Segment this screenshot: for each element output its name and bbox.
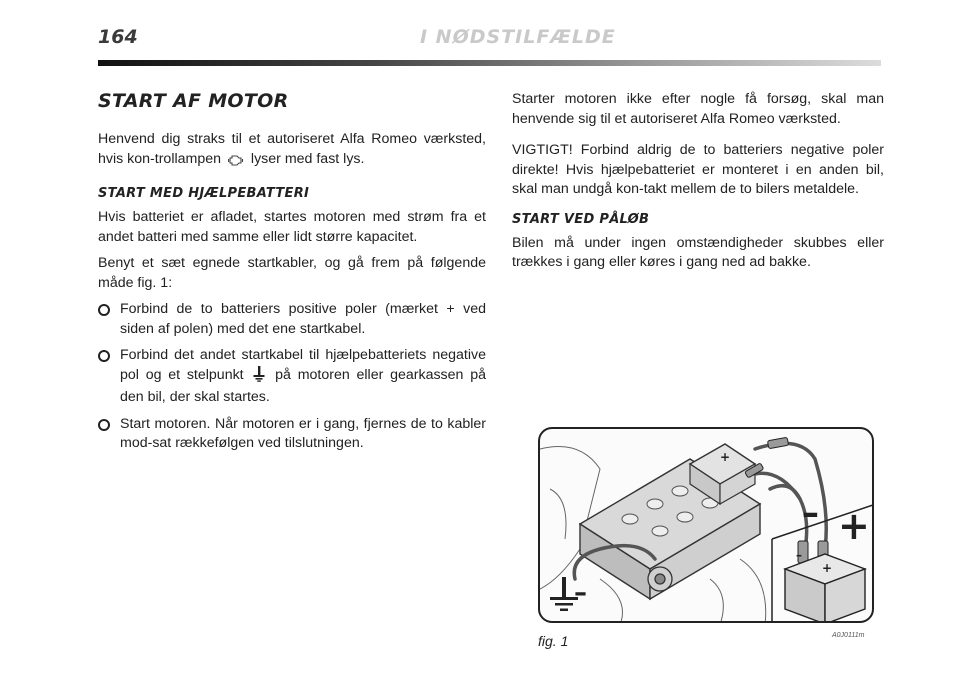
warning-paragraph: VIGTIGT! Forbind aldrig de to batteriers negative poler direkte! Hvis hjælpebatteriet er monteret i en anden bil, skal man undgå kon-takt mellem de to bilers metaldele. <box>512 142 884 197</box>
jump-start-drawing <box>540 429 874 623</box>
intro-paragraph <box>98 130 486 172</box>
bullet-ring-icon <box>98 304 110 316</box>
right-column <box>512 90 884 285</box>
label-ground-minus: – <box>574 578 587 608</box>
header-rule <box>98 60 881 66</box>
subheading-push-start: START VED PÅLØB <box>512 211 650 227</box>
paragraph-no-push-start: Bilen må under ingen omstændigheder skubbes eller trækkes i gang eller køres i gang ned ad bakke. <box>512 234 884 270</box>
svg-text:+: + <box>720 450 731 464</box>
bullet-item-positive <box>98 300 486 339</box>
bullet-text-part2: på motoren eller gearkassen på den bil, der skal startes. <box>120 366 486 405</box>
bullet-text: Forbind de to batteriers positive poler (mærket + ved siden af polen) med det ene startkabel. <box>120 301 486 337</box>
jump-start-illustration <box>538 427 874 623</box>
bullet-item-negative <box>98 346 486 408</box>
label-plus: + <box>838 504 870 548</box>
engine-warning-lamp-icon <box>228 153 244 173</box>
label-battery-minus: – <box>796 548 802 562</box>
bullet-ring-icon <box>98 419 110 431</box>
bullet-text-part1: Forbind det andet startkabel til hjælpebatteriets negative pol og et stelpunkt <box>120 347 486 383</box>
main-heading: START AF MOTOR <box>98 90 289 112</box>
paragraph-battery-flat: Hvis batteriet er afladet, startes motoren med strøm fra et andet batteri med samme eller lidt større kapacitet. <box>98 209 486 245</box>
section-title: I NØDSTILFÆLDE <box>420 26 616 48</box>
paragraph-cables: Benyt et sæt egnede startkabler, og gå frem på følgende måde fig. 1: <box>98 255 486 291</box>
intro-text-part1: Henvend dig straks til et autoriseret Alfa Romeo værksted, hvis kon-trollampen <box>98 131 486 167</box>
left-column <box>98 90 486 461</box>
label-battery-plus: + <box>822 561 833 575</box>
label-minus: – <box>802 493 819 533</box>
intro-text-part2: lyser med fast lys. <box>250 150 365 167</box>
paragraph-contact-workshop: Starter motoren ikke efter nogle få forsøg, skal man henvende sig til et autoriseret Alfa Romeo værksted. <box>512 91 884 127</box>
bullet-item-start <box>98 415 486 454</box>
figure-caption: fig. 1 <box>538 633 569 649</box>
bullet-text: Start motoren. Når motoren er i gang, fjernes de to kabler mod-sat rækkefølgen ved tilslutningen. <box>120 415 486 451</box>
figure-code: A0J0111m <box>832 632 865 639</box>
subheading-jump-start: START MED HJÆLPEBATTERI <box>98 186 310 201</box>
bullet-ring-icon <box>98 350 110 362</box>
ground-symbol-icon <box>253 366 265 389</box>
page-number: 164 <box>98 26 138 48</box>
